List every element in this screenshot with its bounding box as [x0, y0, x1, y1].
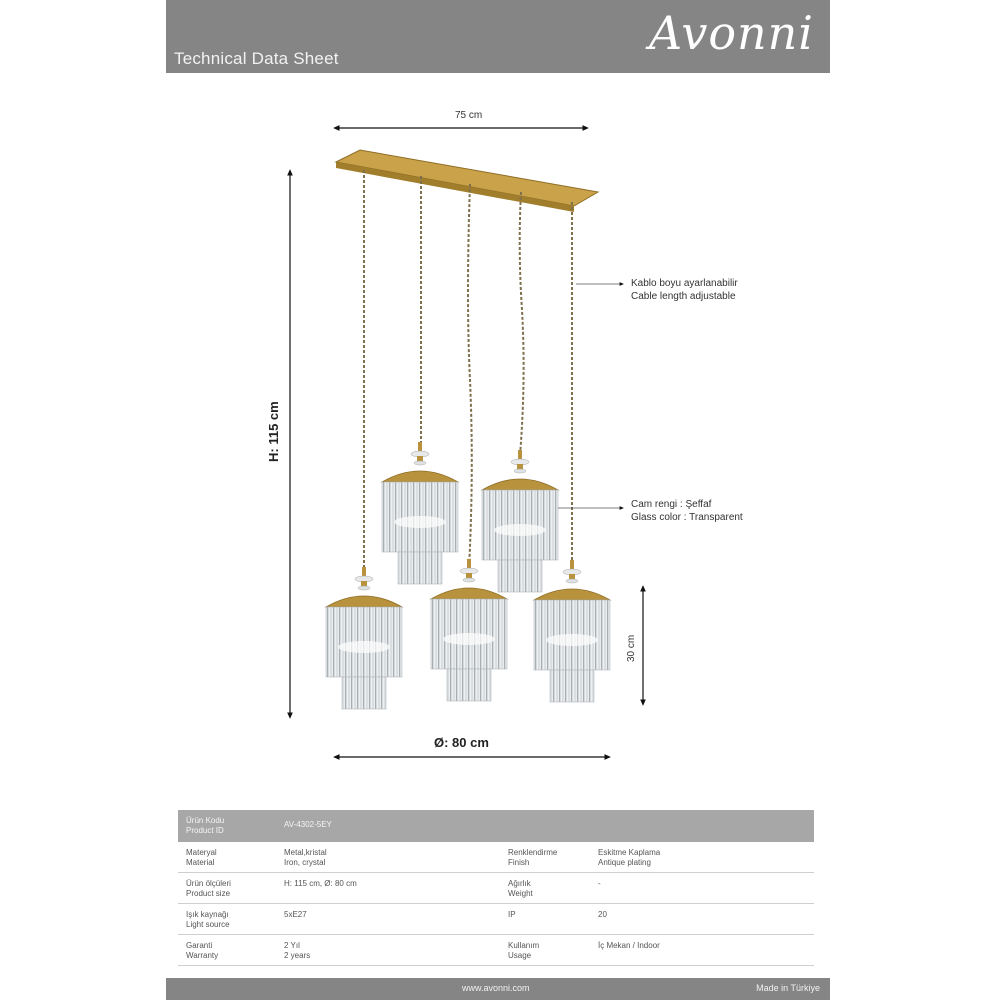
brand-logo: Avonni — [648, 6, 814, 60]
value-en: 2 years — [284, 951, 311, 960]
label-en: Warranty — [186, 951, 219, 960]
label-tr: Işık kaynağı — [186, 910, 229, 919]
website-link[interactable]: www.avonni.com — [462, 983, 530, 993]
row-label — [186, 879, 231, 899]
label-tr: Garanti — [186, 941, 213, 950]
value-tr: Metal,kristal — [284, 848, 327, 857]
pendant-height-label: 30 cm — [626, 634, 637, 662]
value-tr: H: 115 cm, Ø: 80 cm — [284, 879, 357, 888]
label-en: Product size — [186, 889, 231, 898]
row-value-2 — [598, 910, 607, 920]
row-value-2 — [598, 879, 601, 889]
table-row — [178, 842, 814, 873]
row-label-2 — [508, 910, 516, 920]
product-id-label-en: Product ID — [186, 826, 224, 835]
row-value — [284, 941, 310, 961]
product-id-value: AV-4302-5EY — [284, 820, 332, 829]
label-tr: IP — [508, 910, 516, 919]
value-tr: - — [598, 879, 601, 888]
label-en: Usage — [508, 951, 532, 960]
width-label: 75 cm — [455, 110, 483, 121]
label-tr: Renklendirme — [508, 848, 558, 857]
label-en: Weight — [508, 889, 533, 898]
height-label: H: 115 cm — [266, 401, 281, 462]
value-en: Iron, crystal — [284, 858, 326, 867]
diameter-label: Ø: 80 cm — [434, 735, 489, 750]
made-in-label: Made in Türkiye — [756, 983, 820, 993]
row-label-2 — [508, 848, 557, 868]
glass-callout-tr: Cam rengi : Şeffaf — [631, 499, 712, 510]
value-tr: 5xE27 — [284, 910, 307, 919]
value-tr: Eskitme Kaplama — [598, 848, 661, 857]
row-label — [186, 941, 218, 961]
spec-head-row — [178, 810, 814, 842]
label-tr: Ürün ölçüleri — [186, 879, 231, 888]
row-value — [284, 910, 307, 920]
product-id-label — [186, 816, 224, 836]
table-row — [178, 904, 814, 935]
glass-callout-en: Glass color : Transparent — [631, 512, 743, 523]
label-en: Material — [186, 858, 215, 867]
value-en: Antique plating — [598, 858, 651, 867]
label-tr: Kullanım — [508, 941, 540, 950]
glass-callout — [631, 498, 743, 524]
row-value-2 — [598, 941, 660, 951]
value-tr: 20 — [598, 910, 607, 919]
table-row — [178, 873, 814, 904]
page-title: Technical Data Sheet — [174, 49, 339, 68]
value-tr: 2 Yıl — [284, 941, 300, 950]
row-label — [186, 910, 230, 930]
footer-bar — [166, 978, 830, 1000]
row-label — [186, 848, 217, 868]
product-id-label-tr: Ürün Kodu — [186, 816, 225, 825]
cable-callout-tr: Kablo boyu ayarlanabilir — [631, 278, 738, 289]
row-label-2 — [508, 879, 533, 899]
row-value-2 — [598, 848, 660, 868]
cable-callout — [631, 277, 738, 303]
row-value — [284, 848, 327, 868]
spec-table — [178, 810, 814, 966]
label-en: Finish — [508, 858, 530, 867]
cable-callout-en: Cable length adjustable — [631, 291, 736, 302]
row-value — [284, 879, 357, 889]
label-tr: Ağırlık — [508, 879, 531, 888]
table-row — [178, 935, 814, 966]
row-label-2 — [508, 941, 539, 961]
label-en: Light source — [186, 920, 230, 929]
value-tr: İç Mekan / Indoor — [598, 941, 660, 950]
label-tr: Materyal — [186, 848, 217, 857]
